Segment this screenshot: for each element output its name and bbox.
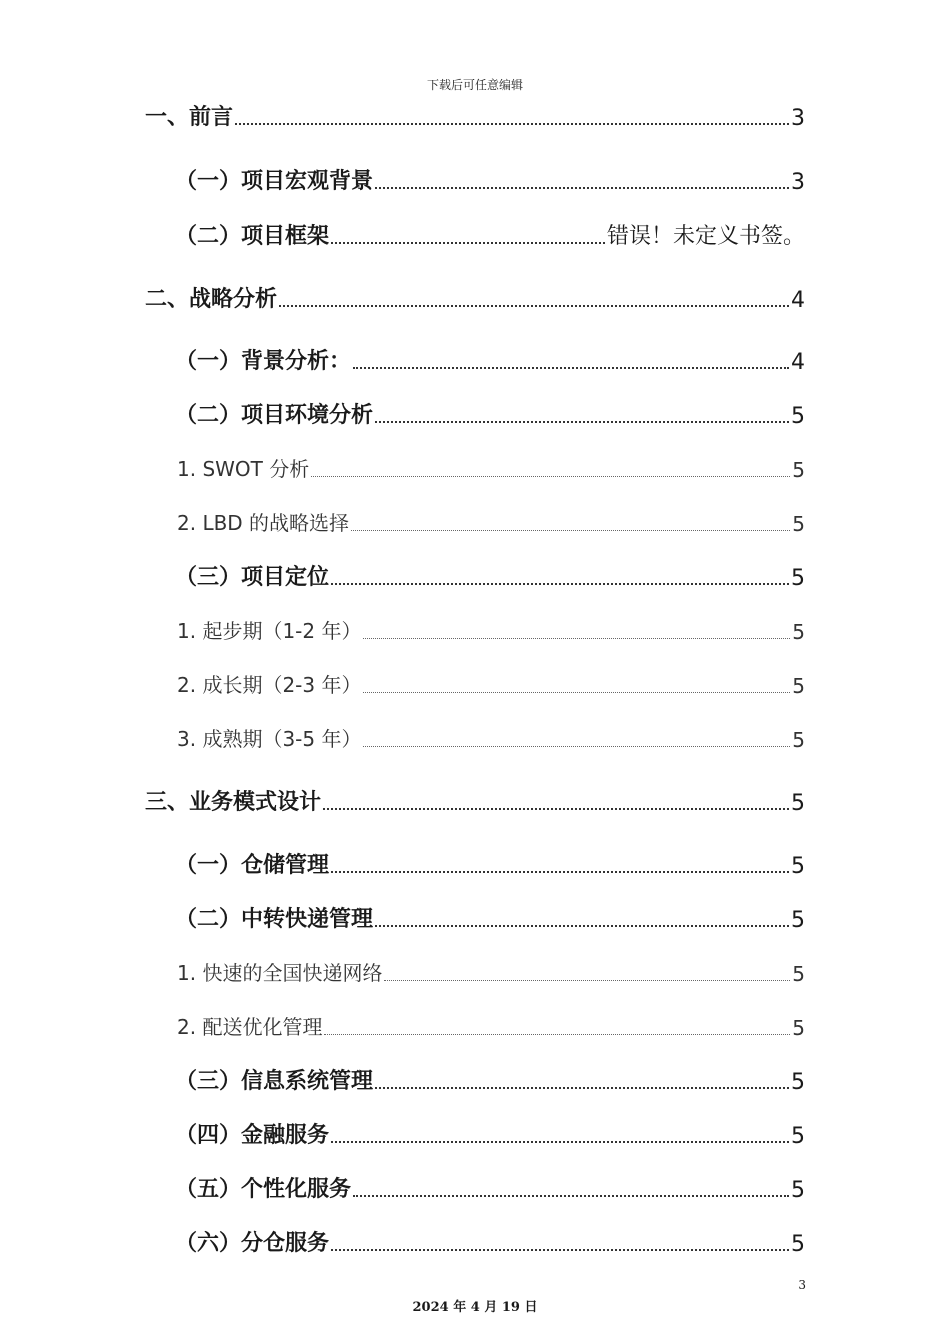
toc-title: 2. 配送优化管理 <box>177 1015 323 1039</box>
toc-leader <box>353 1195 789 1197</box>
toc-page: 5 <box>791 1070 805 1095</box>
toc-title: （二）项目环境分析 <box>175 403 374 428</box>
toc-leader <box>331 1141 789 1143</box>
toc-title: 1. SWOT 分析 <box>177 457 310 481</box>
toc-leader <box>384 980 790 981</box>
toc-leader <box>331 1249 789 1251</box>
toc-leader <box>375 187 789 189</box>
toc-page: 5 <box>791 1178 805 1203</box>
toc-entry[interactable] <box>175 398 805 429</box>
toc-entry[interactable] <box>175 1226 805 1257</box>
toc-title: 1. 起步期（1-2 年） <box>177 619 362 643</box>
toc-title: 2. LBD 的战略选择 <box>177 511 350 535</box>
toc-title: （五）个性化服务 <box>175 1177 352 1202</box>
toc-page: 3 <box>791 106 805 131</box>
toc-leader <box>331 242 605 244</box>
toc-entry[interactable] <box>145 282 805 313</box>
toc-leader <box>311 476 790 477</box>
toc-entry[interactable] <box>177 453 805 482</box>
toc-entry[interactable] <box>177 957 805 986</box>
toc-entry[interactable] <box>175 164 805 195</box>
toc-page: 5 <box>792 512 805 536</box>
toc-title: （三）信息系统管理 <box>175 1069 374 1094</box>
toc-entry[interactable] <box>175 344 805 375</box>
toc-entry[interactable] <box>175 848 805 879</box>
toc-leader <box>235 123 789 125</box>
toc-title: 三、业务模式设计 <box>145 790 322 815</box>
toc-page: 5 <box>792 962 805 986</box>
toc-entry[interactable] <box>177 1011 805 1040</box>
toc-leader <box>331 871 789 873</box>
toc-title: 1. 快速的全国快递网络 <box>177 961 383 985</box>
toc-page: 5 <box>792 1016 805 1040</box>
toc-title: 2. 成长期（2-3 年） <box>177 673 362 697</box>
toc-page: 4 <box>791 288 805 313</box>
toc-title: （一）项目宏观背景 <box>175 169 374 194</box>
toc-title: （一）背景分析： <box>175 349 352 374</box>
toc-entry[interactable] <box>175 1118 805 1149</box>
footer-date: 2024 年 4 月 19 日 <box>412 1300 538 1315</box>
toc-leader <box>375 1087 789 1089</box>
toc-title: 二、战略分析 <box>145 287 278 312</box>
toc-leader <box>375 421 789 423</box>
toc-entry[interactable] <box>175 1172 805 1203</box>
toc-page: 3 <box>791 170 805 195</box>
toc-page: 5 <box>792 728 805 752</box>
toc-title: （四）金融服务 <box>175 1123 330 1148</box>
toc-page: 5 <box>791 854 805 879</box>
toc-leader <box>351 530 790 531</box>
toc-page: 5 <box>791 1124 805 1149</box>
page-number: 3 <box>798 1278 806 1292</box>
toc-entry[interactable] <box>145 785 805 816</box>
toc-title: （二）项目框架 <box>175 224 330 249</box>
toc-page: 5 <box>792 674 805 698</box>
page-header: 下载后可任意编辑 <box>426 78 523 92</box>
toc-title: （一）仓储管理 <box>175 853 330 878</box>
toc-title: （二）中转快递管理 <box>175 907 374 932</box>
toc-entry[interactable] <box>145 100 805 131</box>
toc-title: 3. 成熟期（3-5 年） <box>177 727 362 751</box>
toc-leader <box>279 305 789 307</box>
toc-page: 4 <box>791 350 805 375</box>
toc-leader <box>331 583 789 585</box>
toc-entry[interactable] <box>175 219 805 250</box>
toc-leader <box>363 746 790 747</box>
toc-leader <box>323 808 789 810</box>
toc-entry[interactable] <box>175 1064 805 1095</box>
toc-page: 5 <box>791 566 805 591</box>
toc-page: 5 <box>791 908 805 933</box>
toc-page: 5 <box>791 791 805 816</box>
toc-entry[interactable] <box>177 723 805 752</box>
toc-leader <box>375 925 789 927</box>
toc-entry[interactable] <box>175 560 805 591</box>
toc-title: （三）项目定位 <box>175 565 330 590</box>
toc-entry[interactable] <box>175 902 805 933</box>
toc-page: 5 <box>791 1232 805 1257</box>
toc-page-error: 错误！未定义书签。 <box>606 224 805 249</box>
toc-page: 5 <box>792 620 805 644</box>
toc-leader <box>363 692 790 693</box>
toc-entry[interactable] <box>177 615 805 644</box>
toc-leader <box>324 1034 790 1035</box>
toc-title: 一、前言 <box>145 105 234 130</box>
toc-page: 5 <box>791 404 805 429</box>
toc-entry[interactable] <box>177 507 805 536</box>
toc-entry[interactable] <box>177 669 805 698</box>
toc-leader <box>363 638 790 639</box>
toc-title: （六）分仓服务 <box>175 1231 330 1256</box>
toc-leader <box>353 367 789 369</box>
toc-page: 5 <box>792 458 805 482</box>
